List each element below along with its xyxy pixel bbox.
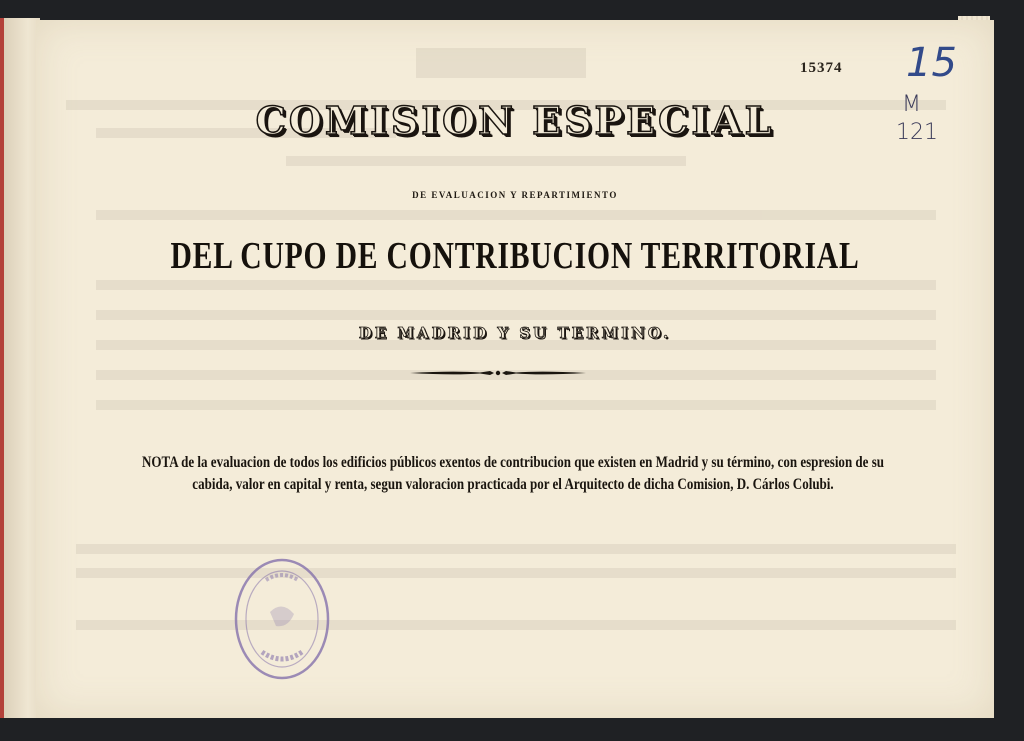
ornament-rule [410,366,586,380]
left-page-edge [0,18,40,718]
note-paragraph [126,452,900,496]
note-line-2: cabida, valor en capital y renta, segun valoracion practicada por el Arquitecto de dicha Comision, D. Cárlos Colubi. [192,476,834,493]
document-title: COMISION ESPECIAL [255,98,775,143]
document-subtitle: DE EVALUACION Y REPARTIMIENTO [412,190,618,200]
ink-stamp [232,556,332,682]
document-page [36,20,994,718]
handwritten-signature-number: 121 [896,120,938,145]
binding-red-edge [0,18,4,718]
inventory-number: 15374 [800,60,843,76]
handwritten-number: 15 [906,40,957,86]
handwritten-letter: M [902,92,921,117]
note-line-1: NOTA de la evaluacion de todos los edificios públicos exentos de contribucion que existen en Madrid y su término, con espresion de su [141,454,885,471]
location-line: DE MADRID Y SU TERMINO. [358,324,672,342]
main-heading: DEL CUPO DE CONTRIBUCION TERRITORIAL [170,235,860,277]
